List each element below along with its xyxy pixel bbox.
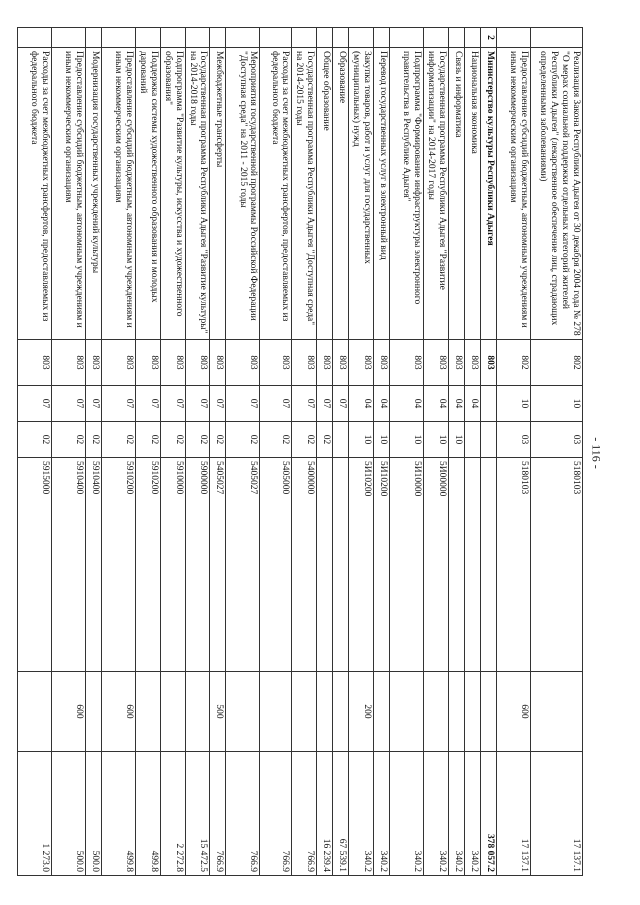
row-subsection-cell: 10 — [449, 422, 465, 458]
row-amount-cell: 16 239.4 — [317, 752, 333, 876]
table-row — [531, 28, 583, 876]
row-subsection-cell — [481, 422, 497, 458]
row-section-cell: 07 — [101, 386, 135, 422]
row-section-cell: 07 — [333, 386, 349, 422]
row-number-cell — [160, 28, 185, 48]
row-expense-type-cell — [135, 672, 160, 752]
budget-table-body — [17, 28, 582, 876]
row-grbs-cell: 802 — [497, 340, 531, 386]
row-name-cell: Реализация Закона Республики Адыгея от 30 декабря 2004 года № 278 "О мерах социальной поддержки отдельных категорий жителей Республики Адыгея" (лекарственное обеспечение лиц, страдающих определенными заболеваниями) — [531, 48, 583, 340]
row-target-article-cell: 5405027 — [210, 458, 226, 672]
budget-table — [17, 27, 583, 876]
row-subsection-cell: 02 — [185, 422, 210, 458]
row-target-article-cell: 5180103 — [531, 458, 583, 672]
row-section-cell: 04 — [374, 386, 390, 422]
row-grbs-cell: 803 — [349, 340, 374, 386]
row-subsection-cell: 02 — [292, 422, 317, 458]
table-row — [85, 28, 101, 876]
row-name-cell: Подпрограмма "Формирование инфраструктуры электронного правительства в Республике Адыгея" — [390, 48, 424, 340]
row-target-article-cell: 5910200 — [101, 458, 135, 672]
row-name-cell: Мероприятия государственной программы Российской Федерации "Доступная среда" на 2011 - 2015 годы — [226, 48, 260, 340]
row-target-article-cell: 5И10200 — [374, 458, 390, 672]
row-target-article-cell: 5910400 — [85, 458, 101, 672]
row-grbs-cell: 803 — [390, 340, 424, 386]
table-row — [465, 28, 481, 876]
row-expense-type-cell: 600 — [51, 672, 85, 752]
row-grbs-cell: 803 — [51, 340, 85, 386]
row-name-cell: Перевод государственных услуг в электронный вид — [374, 48, 390, 340]
row-amount-cell: 340.2 — [424, 752, 449, 876]
row-number-cell — [374, 28, 390, 48]
table-row — [481, 28, 497, 876]
row-grbs-cell: 803 — [85, 340, 101, 386]
row-expense-type-cell — [292, 672, 317, 752]
row-number-cell — [349, 28, 374, 48]
row-amount-cell: 17 137.1 — [531, 752, 583, 876]
row-subsection-cell: 03 — [531, 422, 583, 458]
row-name-cell: Государственная программа Республики Адыгея "Развитие информатизации" на 2014-2017 годы — [424, 48, 449, 340]
row-amount-cell: 340.2 — [449, 752, 465, 876]
row-name-cell: Предоставление субсидий бюджетным, автономным учреждениям и иным некоммерческим организациям — [497, 48, 531, 340]
row-section-cell: 04 — [465, 386, 481, 422]
row-expense-type-cell: 600 — [497, 672, 531, 752]
table-row — [292, 28, 317, 876]
row-number-cell — [85, 28, 101, 48]
row-expense-type-cell — [85, 672, 101, 752]
row-number-cell — [449, 28, 465, 48]
row-amount-cell: 500.0 — [51, 752, 85, 876]
row-grbs-cell: 803 — [374, 340, 390, 386]
row-subsection-cell: 10 — [349, 422, 374, 458]
row-expense-type-cell — [481, 672, 497, 752]
row-name-cell: Министерство культуры Республики Адыгея — [481, 48, 497, 340]
table-row — [317, 28, 333, 876]
row-target-article-cell: 5405027 — [226, 458, 260, 672]
row-target-article-cell: 5И10200 — [349, 458, 374, 672]
row-number-cell — [260, 28, 292, 48]
row-grbs-cell: 803 — [333, 340, 349, 386]
row-section-cell: 04 — [349, 386, 374, 422]
row-target-article-cell — [449, 458, 465, 672]
row-number-cell — [135, 28, 160, 48]
row-grbs-cell: 803 — [481, 340, 497, 386]
row-number-cell — [292, 28, 317, 48]
row-amount-cell: 340.2 — [374, 752, 390, 876]
row-target-article-cell: 5405000 — [260, 458, 292, 672]
row-expense-type-cell — [160, 672, 185, 752]
row-number-cell — [390, 28, 424, 48]
row-grbs-cell: 803 — [101, 340, 135, 386]
row-amount-cell: 499.8 — [135, 752, 160, 876]
row-expense-type-cell: 500 — [210, 672, 226, 752]
row-name-cell: Модернизация государственных учреждений культуры — [85, 48, 101, 340]
row-number-cell — [210, 28, 226, 48]
row-subsection-cell: 10 — [374, 422, 390, 458]
row-section-cell — [481, 386, 497, 422]
row-subsection-cell: 02 — [317, 422, 333, 458]
table-row — [374, 28, 390, 876]
row-section-cell: 07 — [317, 386, 333, 422]
row-grbs-cell: 802 — [531, 340, 583, 386]
row-amount-cell: 17 137.1 — [497, 752, 531, 876]
budget-table-container — [29, 27, 583, 875]
row-number-cell — [531, 28, 583, 48]
row-name-cell: Подпрограмма "Развитие культуры, искусства и художественного образования" — [160, 48, 185, 340]
row-grbs-cell: 803 — [160, 340, 185, 386]
row-number-cell — [226, 28, 260, 48]
row-name-cell: Связь и информатика — [449, 48, 465, 340]
row-subsection-cell: 02 — [135, 422, 160, 458]
row-target-article-cell — [481, 458, 497, 672]
row-subsection-cell: 02 — [226, 422, 260, 458]
table-row — [449, 28, 465, 876]
row-number-cell — [465, 28, 481, 48]
row-number-cell — [17, 28, 51, 48]
row-subsection-cell: 02 — [17, 422, 51, 458]
row-grbs-cell: 803 — [210, 340, 226, 386]
table-row — [349, 28, 374, 876]
row-grbs-cell: 803 — [317, 340, 333, 386]
row-amount-cell: 500.0 — [85, 752, 101, 876]
row-amount-cell: 766.9 — [292, 752, 317, 876]
table-row — [101, 28, 135, 876]
table-row — [424, 28, 449, 876]
row-amount-cell: 340.2 — [349, 752, 374, 876]
row-expense-type-cell: 200 — [349, 672, 374, 752]
table-row — [390, 28, 424, 876]
row-expense-type-cell — [185, 672, 210, 752]
table-row — [160, 28, 185, 876]
table-row — [333, 28, 349, 876]
row-number-cell — [185, 28, 210, 48]
row-grbs-cell: 803 — [465, 340, 481, 386]
row-name-cell: Национальная экономика — [465, 48, 481, 340]
row-name-cell: Расходы за счет межбюджетных трансфертов, предоставляемых из федерального бюджета — [260, 48, 292, 340]
row-section-cell: 07 — [160, 386, 185, 422]
row-expense-type-cell — [260, 672, 292, 752]
row-expense-type-cell — [449, 672, 465, 752]
row-name-cell: Расходы за счет межбюджетных трансфертов, предоставляемых из федерального бюджета — [17, 48, 51, 340]
row-number-cell — [51, 28, 85, 48]
row-amount-cell: 766.9 — [260, 752, 292, 876]
row-amount-cell: 766.9 — [210, 752, 226, 876]
page-number: - 116 - — [589, 437, 604, 469]
row-section-cell: 04 — [390, 386, 424, 422]
row-subsection-cell: 02 — [210, 422, 226, 458]
row-section-cell: 07 — [292, 386, 317, 422]
table-row — [185, 28, 210, 876]
row-name-cell: Предоставление субсидий бюджетным, автономным учреждениям и иным некоммерческим организациям — [51, 48, 85, 340]
row-expense-type-cell — [465, 672, 481, 752]
row-grbs-cell: 803 — [449, 340, 465, 386]
row-target-article-cell: 5400000 — [292, 458, 317, 672]
row-name-cell: Государственная программа Республики Адыгея "Развитие культуры" на 2014-2018 годы — [185, 48, 210, 340]
row-number-cell — [317, 28, 333, 48]
row-subsection-cell — [333, 422, 349, 458]
row-target-article-cell: 5И10000 — [390, 458, 424, 672]
row-section-cell: 07 — [210, 386, 226, 422]
row-name-cell: Межбюджетные трансферты — [210, 48, 226, 340]
row-expense-type-cell — [226, 672, 260, 752]
table-row — [17, 28, 51, 876]
row-subsection-cell: 02 — [85, 422, 101, 458]
row-target-article-cell — [333, 458, 349, 672]
row-number-cell — [333, 28, 349, 48]
row-amount-cell: 499.8 — [101, 752, 135, 876]
row-name-cell: Государственная программа Республики Адыгея "Доступная среда" на 2014-2015 годы — [292, 48, 317, 340]
row-name-cell: Предоставление субсидий бюджетным, автономным учреждениям и иным некоммерческим организациям — [101, 48, 135, 340]
row-name-cell: Образование — [333, 48, 349, 340]
row-number-cell — [424, 28, 449, 48]
row-grbs-cell: 803 — [424, 340, 449, 386]
row-expense-type-cell — [17, 672, 51, 752]
row-section-cell: 07 — [226, 386, 260, 422]
row-section-cell: 07 — [17, 386, 51, 422]
row-target-article-cell — [465, 458, 481, 672]
row-grbs-cell: 803 — [292, 340, 317, 386]
row-section-cell: 07 — [260, 386, 292, 422]
row-amount-cell: 1 273.0 — [17, 752, 51, 876]
table-row — [226, 28, 260, 876]
row-expense-type-cell: 600 — [101, 672, 135, 752]
row-amount-cell: 67 539.1 — [333, 752, 349, 876]
row-expense-type-cell — [531, 672, 583, 752]
row-section-cell: 07 — [185, 386, 210, 422]
row-name-cell: Поддержка системы художественного образования и молодых дарований — [135, 48, 160, 340]
row-target-article-cell: 5910400 — [51, 458, 85, 672]
row-section-cell: 10 — [531, 386, 583, 422]
row-grbs-cell: 803 — [17, 340, 51, 386]
row-subsection-cell: 02 — [51, 422, 85, 458]
row-expense-type-cell — [333, 672, 349, 752]
row-name-cell: Закупка товаров, работ и услуг для государственных (муниципальных) нужд — [349, 48, 374, 340]
row-subsection-cell: 10 — [390, 422, 424, 458]
row-section-cell: 07 — [135, 386, 160, 422]
row-subsection-cell: 10 — [424, 422, 449, 458]
row-number-cell — [497, 28, 531, 48]
row-grbs-cell: 803 — [260, 340, 292, 386]
table-row — [51, 28, 85, 876]
row-subsection-cell: 02 — [160, 422, 185, 458]
row-amount-cell: 2 272.8 — [160, 752, 185, 876]
row-target-article-cell: 5915000 — [17, 458, 51, 672]
row-target-article-cell: 5И00000 — [424, 458, 449, 672]
row-expense-type-cell — [374, 672, 390, 752]
row-number-cell — [101, 28, 135, 48]
row-number-cell: 2 — [481, 28, 497, 48]
row-target-article-cell: 5180103 — [497, 458, 531, 672]
row-target-article-cell — [317, 458, 333, 672]
row-section-cell: 10 — [497, 386, 531, 422]
row-target-article-cell: 5910200 — [135, 458, 160, 672]
row-subsection-cell — [465, 422, 481, 458]
row-amount-cell: 766.9 — [226, 752, 260, 876]
row-section-cell: 07 — [51, 386, 85, 422]
row-section-cell: 04 — [424, 386, 449, 422]
row-amount-cell: 340.2 — [390, 752, 424, 876]
row-amount-cell: 378 057.2 — [481, 752, 497, 876]
row-expense-type-cell — [424, 672, 449, 752]
row-section-cell: 04 — [449, 386, 465, 422]
row-subsection-cell: 02 — [101, 422, 135, 458]
row-name-cell: Общее образование — [317, 48, 333, 340]
table-row — [260, 28, 292, 876]
row-amount-cell: 340.2 — [465, 752, 481, 876]
row-target-article-cell: 5900000 — [185, 458, 210, 672]
table-row — [497, 28, 531, 876]
row-section-cell: 07 — [85, 386, 101, 422]
row-grbs-cell: 803 — [135, 340, 160, 386]
row-expense-type-cell — [390, 672, 424, 752]
table-row — [135, 28, 160, 876]
row-subsection-cell: 02 — [260, 422, 292, 458]
row-expense-type-cell — [317, 672, 333, 752]
row-target-article-cell: 5910000 — [160, 458, 185, 672]
row-amount-cell: 15 472.5 — [185, 752, 210, 876]
row-grbs-cell: 803 — [185, 340, 210, 386]
table-row — [210, 28, 226, 876]
row-subsection-cell: 03 — [497, 422, 531, 458]
row-grbs-cell: 803 — [226, 340, 260, 386]
